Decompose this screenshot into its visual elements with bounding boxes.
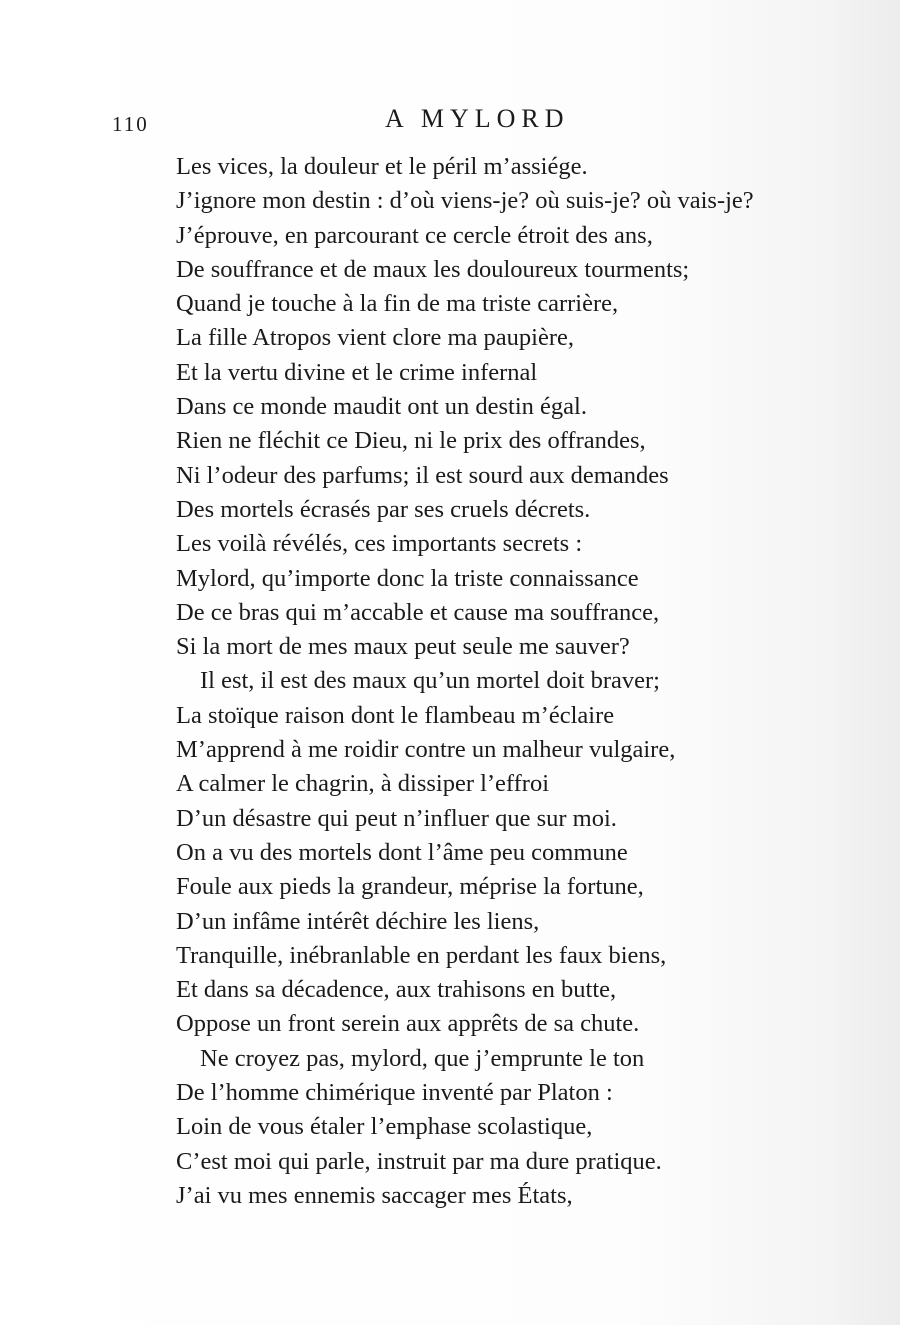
verse-line: Foule aux pieds la grandeur, méprise la fortune, xyxy=(176,873,644,901)
verse-line: De souffrance et de maux les douloureux tourments; xyxy=(176,255,690,283)
verse-line: De l’homme chimérique inventé par Platon : xyxy=(176,1079,613,1107)
verse-line: Mylord, qu’importe donc la triste connaissance xyxy=(176,564,639,592)
poem-text xyxy=(176,150,876,1213)
verse-line: La stoïque raison dont le flambeau m’éclaire xyxy=(176,701,615,729)
verse-line: Dans ce monde maudit ont un destin égal. xyxy=(176,393,587,421)
verse-line: Ne croyez pas, mylord, que j’emprunte le ton xyxy=(200,1044,645,1072)
verse-line: Les vices, la douleur et le péril m’assiége. xyxy=(176,153,588,180)
verse-line: Et la vertu divine et le crime infernal xyxy=(176,358,538,386)
verse-line: M’apprend à me roidir contre un malheur vulgaire, xyxy=(176,736,676,764)
verse-line: J’ignore mon destin : d’où viens-je? où suis-je? où vais-je? xyxy=(176,187,754,215)
verse-line: Loin de vous étaler l’emphase scolastique, xyxy=(176,1113,593,1141)
verse-line: Et dans sa décadence, aux trahisons en butte, xyxy=(176,976,617,1004)
running-title: A MYLORD xyxy=(385,104,570,133)
verse-line: Des mortels écrasés par ses cruels décrets. xyxy=(176,495,591,523)
verse-line: Ni l’odeur des parfums; il est sourd aux demandes xyxy=(176,461,669,489)
verse-line: De ce bras qui m’accable et cause ma souffrance, xyxy=(176,598,660,626)
verse-line: A calmer le chagrin, à dissiper l’effroi xyxy=(176,770,550,798)
verse-line: Il est, il est des maux qu’un mortel doit braver; xyxy=(200,667,660,695)
page-header xyxy=(0,103,900,139)
verse-line: D’un désastre qui peut n’influer que sur moi. xyxy=(176,804,617,832)
verse-line: Quand je touche à la fin de ma triste carrière, xyxy=(176,290,619,318)
verse-line: Si la mort de mes maux peut seule me sauver? xyxy=(176,633,630,661)
verse-line: Rien ne fléchit ce Dieu, ni le prix des offrandes, xyxy=(176,427,646,455)
page-number: 110 xyxy=(112,112,149,136)
verse-line: Tranquille, inébranlable en perdant les faux biens, xyxy=(176,941,667,969)
verse-line: C’est moi qui parle, instruit par ma dure pratique. xyxy=(176,1147,662,1175)
verse-line: D’un infâme intérêt déchire les liens, xyxy=(176,907,540,935)
verse-line: On a vu des mortels dont l’âme peu commune xyxy=(176,838,628,866)
verse-line: J’éprouve, en parcourant ce cercle étroit des ans, xyxy=(176,221,653,249)
verse-line: Les voilà révélés, ces importants secrets : xyxy=(176,530,583,558)
verse-line: La fille Atropos vient clore ma paupière, xyxy=(176,324,574,352)
verse-line: Oppose un front serein aux apprêts de sa chute. xyxy=(176,1010,640,1038)
verse-line: J’ai vu mes ennemis saccager mes États, xyxy=(176,1181,573,1209)
